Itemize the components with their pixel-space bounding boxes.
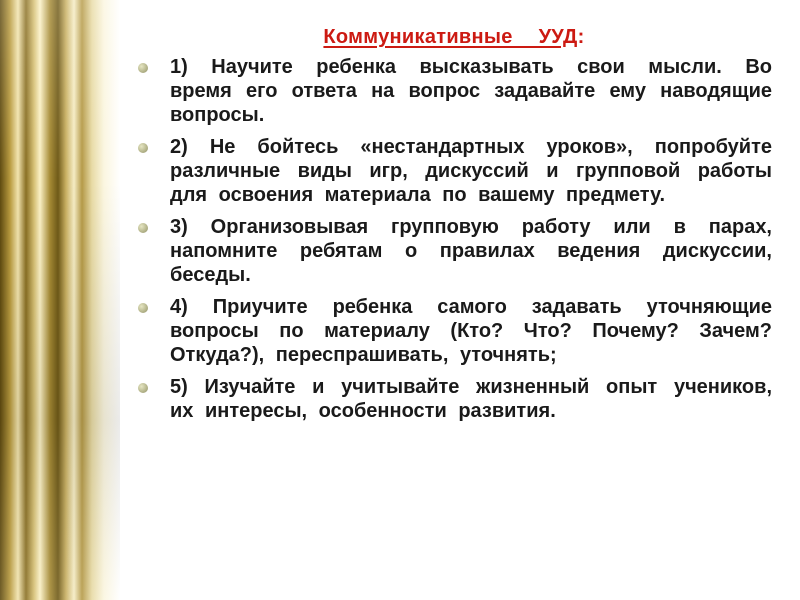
heading-colon: : <box>577 26 585 48</box>
list-item <box>136 215 772 287</box>
bullet-icon <box>138 63 148 73</box>
point-text: 5) Изучайте и учитывайте жизненный опыт учеников, их интересы, особенности развития. <box>170 376 772 422</box>
point-text: 1) Научите ребенка высказывать свои мысли. Во время его ответа на вопрос задавайте ему наводящие вопросы. <box>170 56 772 126</box>
point-text: 2) Не бойтесь «нестандартных уроков», попробуйте различные виды игр, дискуссий и групповой работы для освоения материала по вашему предмету. <box>170 136 772 206</box>
list-item <box>136 55 772 127</box>
list-item <box>136 375 772 423</box>
points-list <box>136 55 772 423</box>
point-text: 3) Организовывая групповую работу или в парах, напомните ребятам о правилах ведения дискуссии, беседы. <box>170 216 772 286</box>
bullet-icon <box>138 383 148 393</box>
slide-content <box>136 26 772 431</box>
bullet-icon <box>138 303 148 313</box>
slide-heading <box>136 26 772 49</box>
stripe-gloss <box>0 0 120 600</box>
heading-text: Коммуникативные УУД <box>323 26 578 48</box>
list-item <box>136 295 772 367</box>
bullet-icon <box>138 223 148 233</box>
list-item <box>136 135 772 207</box>
bullet-icon <box>138 143 148 153</box>
point-text: 4) Приучите ребенка самого задавать уточняющие вопросы по материалу (Кто? Что? Почему? Зачем? Откуда?), переспрашивать, уточнять; <box>170 296 772 366</box>
